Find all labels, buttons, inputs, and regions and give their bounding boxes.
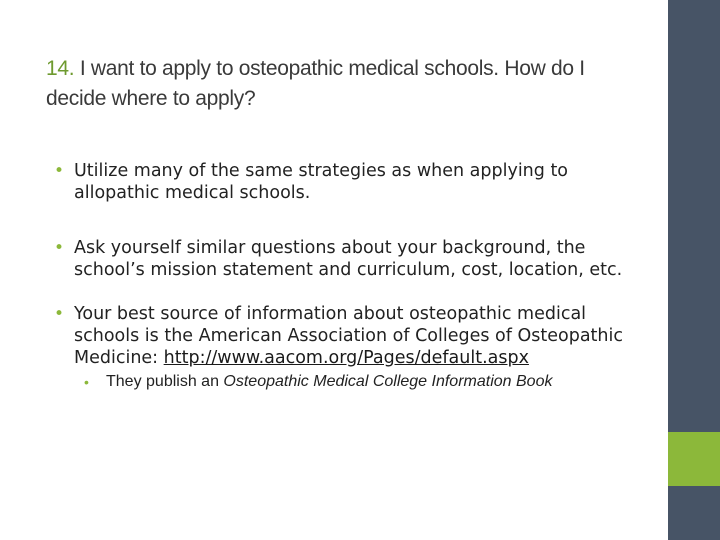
title-text: I want to apply to osteopathic medical schools. How do I decide where to apply? — [46, 57, 585, 110]
sub-bullet-item — [84, 372, 634, 392]
bullet-item-strategies — [54, 160, 634, 204]
bullet-icon: • — [54, 304, 65, 324]
bullet-item-questions — [54, 237, 634, 281]
bullet-text: Your best source of information about osteopathic medical schools is the American Association of Colleges of Osteopathic Medicine: — [74, 304, 623, 368]
bullet-icon: • — [54, 238, 65, 258]
sub-bullet-icon: • — [84, 374, 89, 390]
bullet-text: Ask yourself similar questions about your background, the school’s mission statement and curriculum, cost, location, etc. — [74, 238, 623, 280]
aacom-link[interactable]: http://www.aacom.org/Pages/default.aspx — [163, 348, 529, 368]
accent-block — [668, 432, 720, 486]
sub-bullet-book-title: Osteopathic Medical College Information Book — [223, 373, 553, 390]
bullet-text: Utilize many of the same strategies as when applying to allopathic medical schools. — [74, 161, 569, 203]
bullet-item-source — [54, 303, 634, 392]
title-number: 14. — [46, 57, 75, 80]
slide-title — [46, 54, 636, 114]
bullet-list — [54, 160, 634, 392]
bullet-icon: • — [54, 161, 65, 181]
sub-bullet-text: They publish an — [106, 373, 224, 390]
